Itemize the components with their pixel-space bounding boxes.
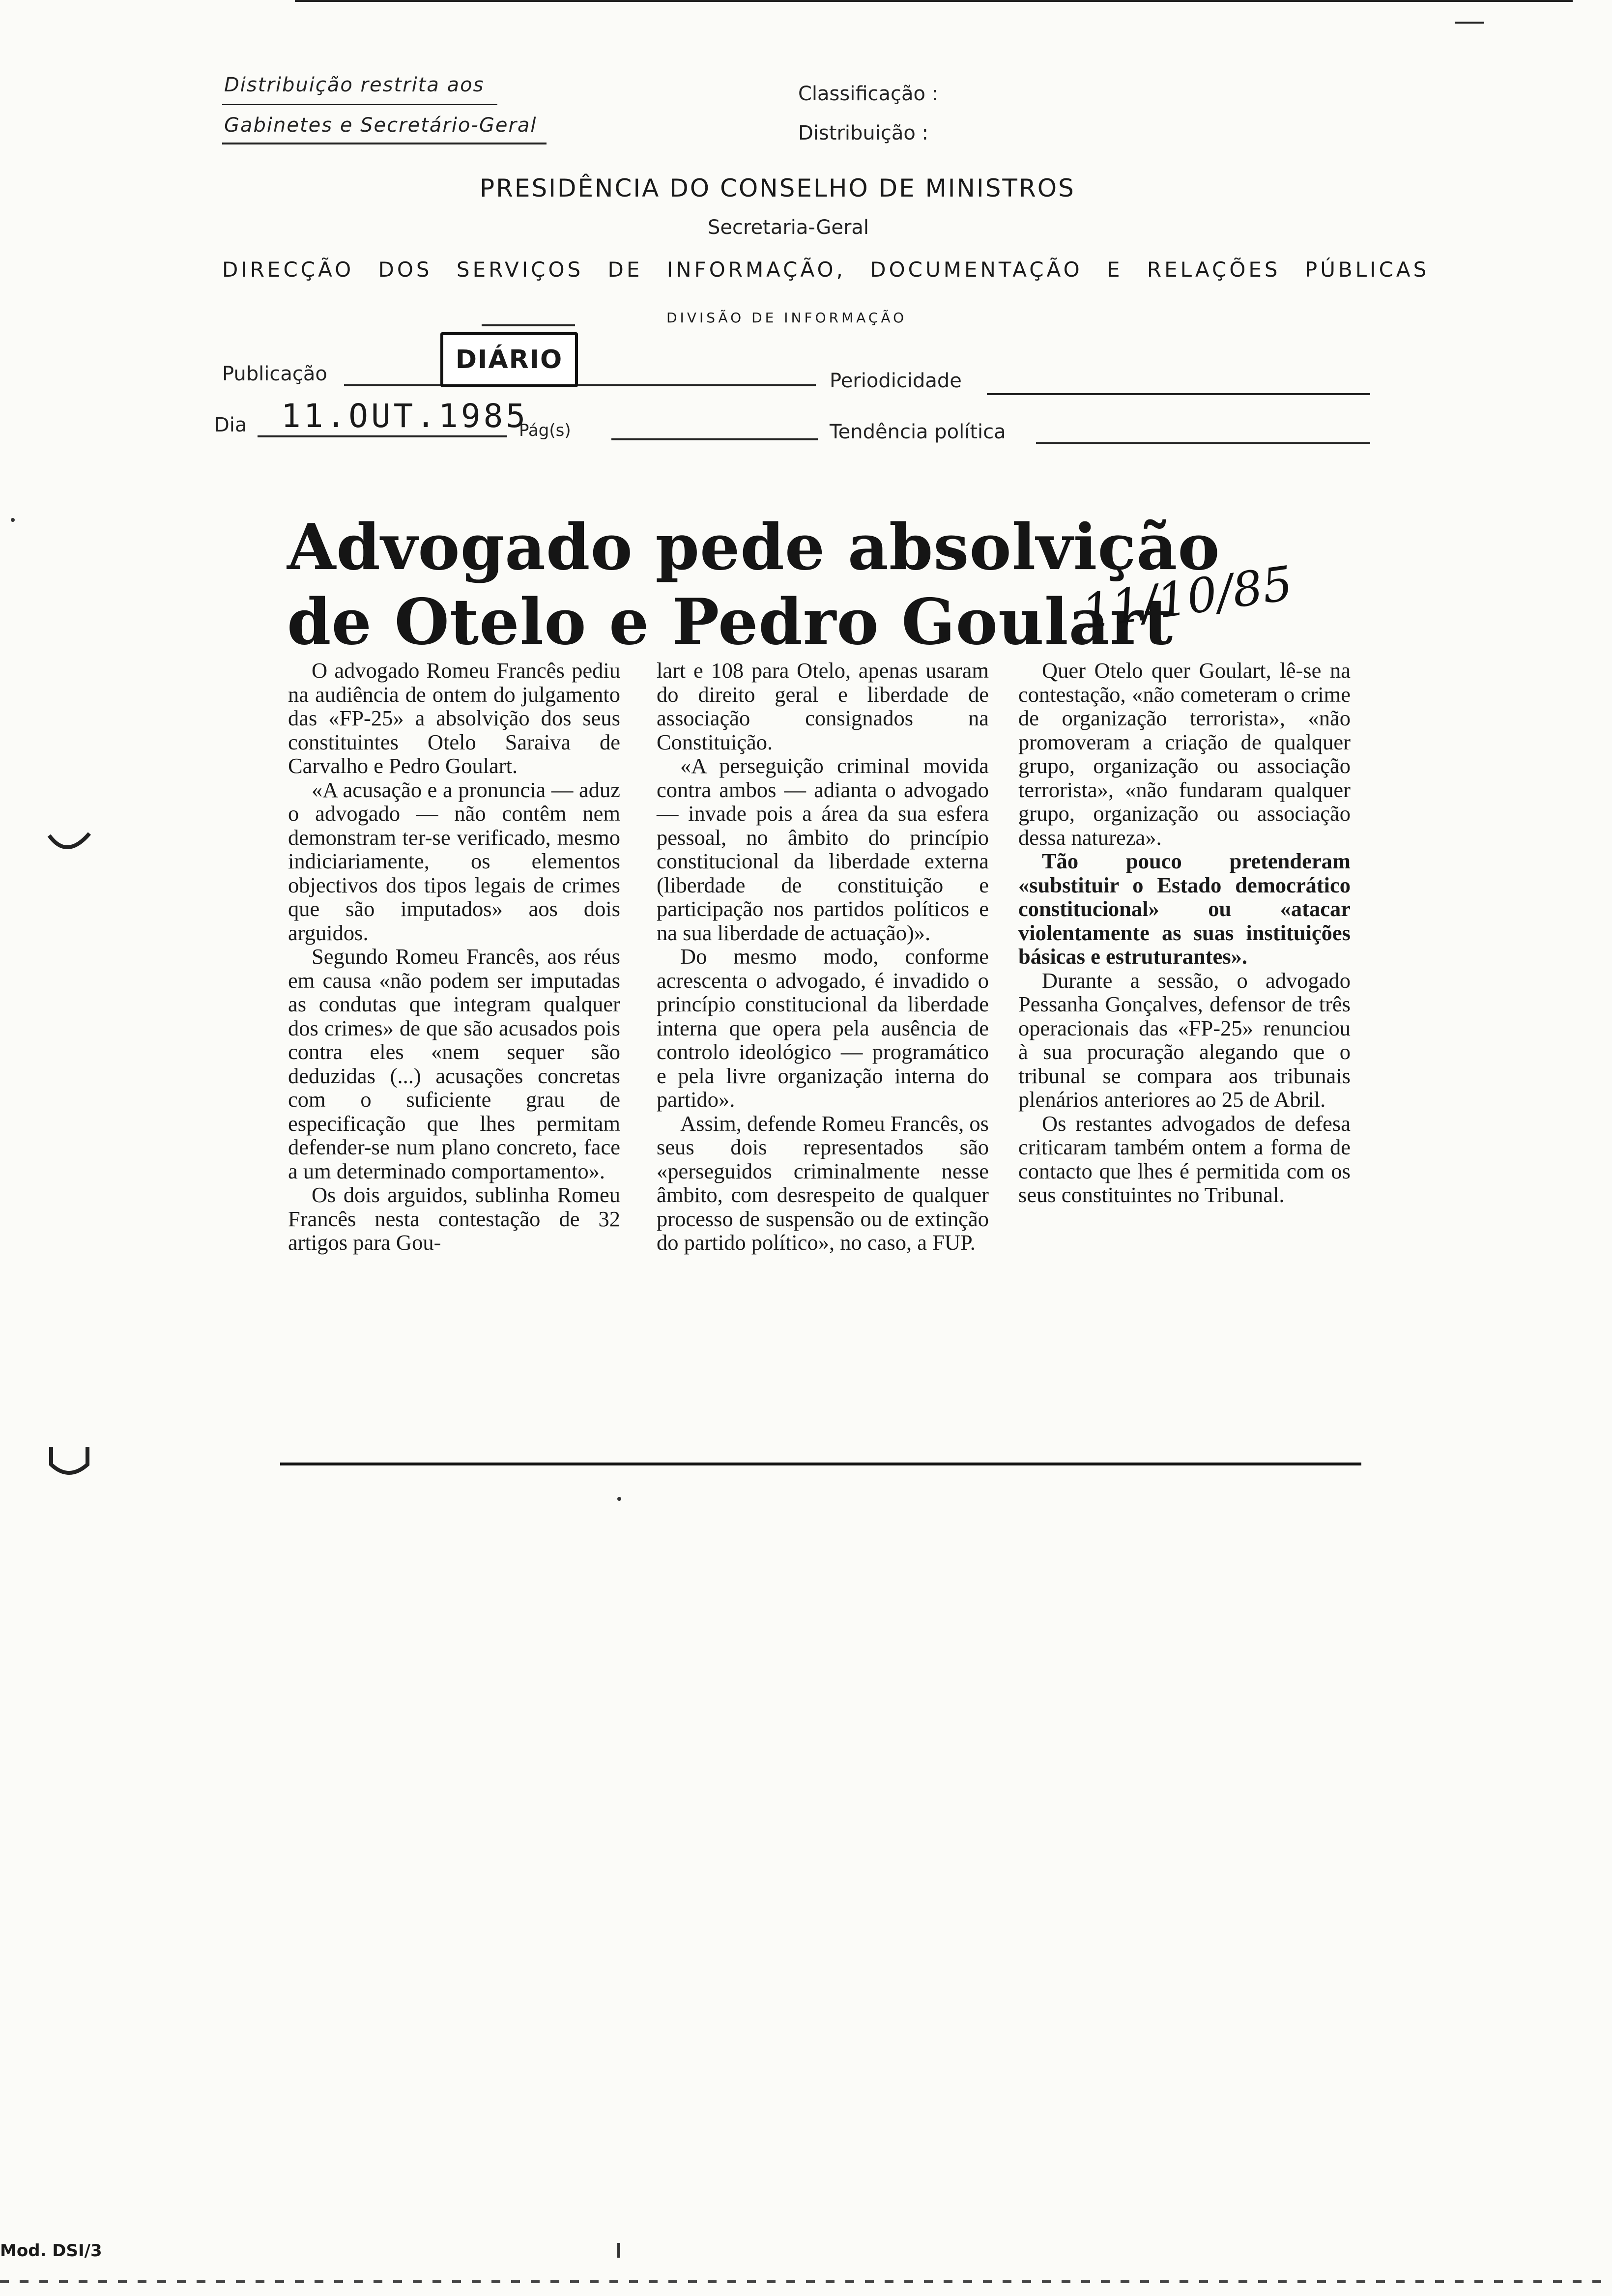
article-headline-line1: Advogado pede absolvição (287, 511, 1220, 584)
col3-paragraph: Durante a sessão, o advogado Pessanha Gonçalves, defensor de três operacionais das «FP-25» renunciou à sua procuração alegando que o tribunal se compara aos tribunais plenários anteriores ao 25 de Abril. (1018, 968, 1351, 1112)
col1-paragraph: Segundo Romeu Francês, aos réus em causa «não podem ser imputadas as condutas que integram qualquer dos crimes» de que são acusados pois contra eles «nem sequer são deduzidas (...) acusações concretas com o suficiente grau de especificação que lhes permitam defender-se num plano concreto, face a um determinado comportamento». (288, 944, 620, 1183)
tendencia-field-line (1036, 442, 1370, 444)
article-column-2 (657, 659, 989, 1255)
article-headline-line2: de Otelo e Pedro Goulart (287, 585, 1174, 659)
col3-paragraph: Tão pouco pretenderam «substituir o Estado democrático constitucional» ou «atacar violentamente as suas instituições básicas e estruturantes». (1018, 849, 1351, 969)
dia-label: Dia (214, 414, 247, 436)
col2-paragraph: «A perseguição criminal movida contra ambos — adianta o advogado — invade pois a área da sua esfera pessoal, no âmbito do princípio constitucional da liberdade externa (liberdade de constituição e participação nos partidos políticos e na sua liberdade de actuação)». (657, 753, 989, 945)
handwritten-date-annotation: 11/10/85 (1078, 555, 1296, 640)
restricted-notice-line1: Distribuição restrita aos (224, 74, 485, 96)
distribuicao-label: Distribuição : (798, 122, 929, 144)
col3-paragraph: Os restantes advogados de defesa criticaram também ontem a forma de contacto que lhes é permitida com os seus constituintes no Tribunal. (1018, 1111, 1351, 1207)
article-column-1 (288, 659, 620, 1255)
clipping-bottom-rule (280, 1463, 1361, 1465)
restricted-underline-1 (222, 104, 497, 105)
pags-field-line (611, 438, 818, 440)
pags-label: Pág(s) (519, 421, 571, 440)
restricted-underline (222, 143, 547, 144)
publicacao-field-line (344, 384, 816, 386)
col2-paragraph: Assim, defende Romeu Francês, os seus dois representados são «perseguidos criminalmente nesse âmbito, com desrespeito de qualquer processo de suspensão ou de extinção do partido político», no caso, a FUP. (657, 1111, 989, 1255)
dia-date-stamp: 11.OUT.1985 (281, 397, 529, 435)
col3-paragraph: Quer Otelo quer Goulart, lê-se na contestação, «não cometeram o crime de organização terrorista», «não promoveram a criação de qualquer grupo, organização ou associação terrorista», «não fundaram qualquer grupo, organização ou associação dessa natureza». (1018, 658, 1351, 850)
article-column-3 (1018, 659, 1351, 1207)
scan-speck (11, 518, 15, 522)
org-subtitle: Secretaria-Geral (708, 216, 869, 239)
directorate-line: DIRECÇÃO DOS SERVIÇOS DE INFORMAÇÃO, DOCUMENTAÇÃO E RELAÇÕES PÚBLICAS (222, 258, 1430, 282)
col1-paragraph: «A acusação e a pronuncia — aduz o advogado — não contêm nem demonstram ter-se verificado, mesmo indiciariamente, os elementos objectivos dos tipos legais de crimes que são imputados» aos dois arguidos. (288, 777, 620, 945)
col1-paragraph: O advogado Romeu Francês pediu na audiência de ontem do julgamento das «FP-25» a absolvição dos seus constituintes Otelo Saraiva de Carvalho e Pedro Goulart. (288, 658, 620, 778)
tendencia-label: Tendência política (830, 421, 1006, 443)
col2-paragraph: Do mesmo modo, conforme acrescenta o advogado, é invadido o princípio constitucional da liberdade interna que opera pela ausência de controlo ideológico — programático e pela livre organização interna do partido». (657, 944, 989, 1112)
col2-paragraph: lart e 108 para Otelo, apenas usaram do direito geral e liberdade de associação consignados na Constituição. (657, 658, 989, 754)
col1-paragraph: Os dois arguidos, sublinha Romeu Francês nesta contestação de 32 artigos para Gou- (288, 1182, 620, 1255)
punch-hole-bottom (47, 1445, 91, 1479)
scan-speck (617, 2243, 620, 2258)
scan-speck (617, 1497, 621, 1501)
publicacao-stamp: DIÁRIO (440, 332, 578, 387)
corner-mark (1455, 22, 1484, 24)
classificacao-label: Classificação : (798, 83, 939, 105)
division-line: DIVISÃO DE INFORMAÇÃO (666, 310, 907, 326)
form-code: Mod. DSI/3 (0, 2241, 102, 2261)
periodicidade-field-line (987, 393, 1370, 395)
periodicidade-label: Periodicidade (830, 370, 962, 392)
org-title: PRESIDÊNCIA DO CONSELHO DE MINISTROS (480, 174, 1075, 202)
stamp-shadow-line (482, 324, 575, 326)
top-edge-line (295, 0, 1573, 2)
dia-field-line (258, 435, 507, 437)
punch-hole-top (47, 831, 91, 860)
publicacao-label: Publicação (222, 363, 327, 385)
scan-bottom-edge (0, 2280, 1612, 2283)
restricted-notice-line2: Gabinetes e Secretário-Geral (224, 114, 537, 137)
